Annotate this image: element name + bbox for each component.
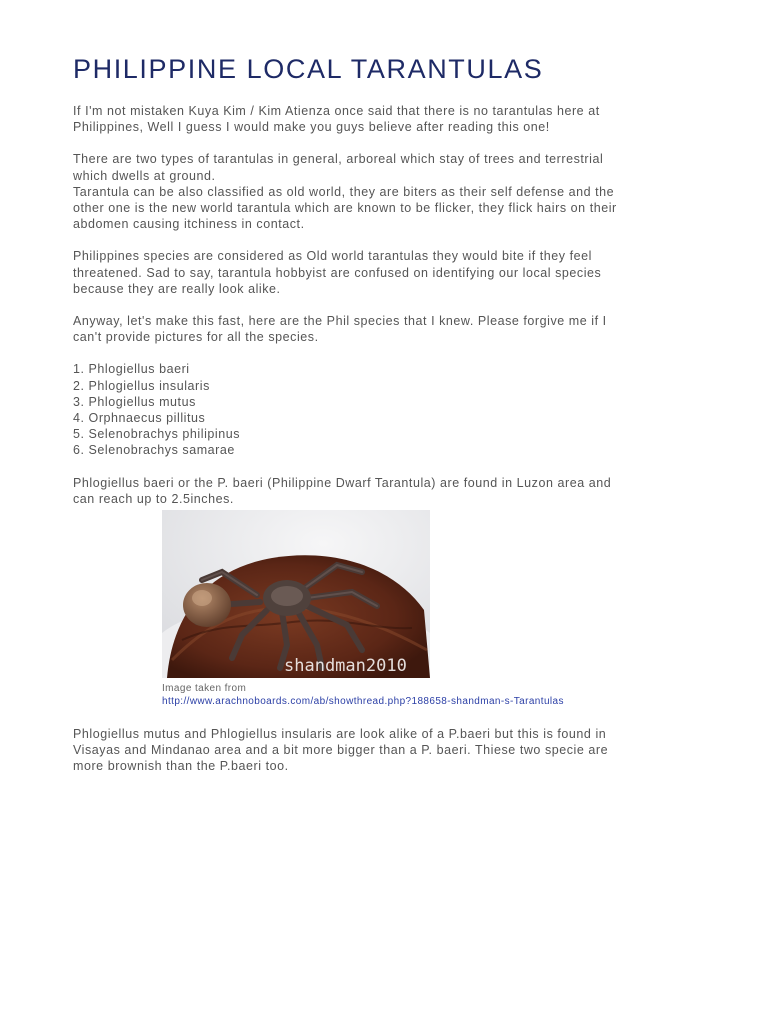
old-world-line: threatened. Sad to say, tarantula hobbyist are confused on identifying our local species — [73, 265, 602, 280]
mutus-section — [73, 726, 713, 791]
baeri-line: Phlogiellus baeri or the P. baeri (Philippine Dwarf Tarantula) are found in Luzon area and — [73, 475, 612, 490]
list-item: 4. Orphnaecus pillitus — [73, 411, 206, 426]
old-world-paragraph — [73, 248, 713, 297]
intro-line: Philippines, Well I guess I would make you guys believe after reading this one! — [73, 120, 550, 135]
source-link[interactable]: http://www.arachnoboards.com/ab/showthread.php?188658-shandman-s-Tarantulas — [162, 696, 564, 707]
mutus-line: Phlogiellus mutus and Phlogiellus insularis are look alike of a P.baeri but this is found in — [73, 727, 607, 741]
anyway-line: Anyway, let's make this fast, here are the Phil species that I knew. Please forgive me if I — [73, 314, 607, 329]
caption-text: Image taken from — [162, 683, 247, 694]
page-title: PHILIPPINE LOCAL TARANTULAS — [73, 54, 544, 84]
types-paragraph — [73, 151, 713, 232]
types-line: There are two types of tarantulas in general, arboreal which stay of trees and terrestrial — [73, 152, 604, 167]
types-line: abdomen causing itchiness in contact. — [73, 217, 305, 232]
list-item: 6. Selenobrachys samarae — [73, 443, 235, 458]
intro-line: If I'm not mistaken Kuya Kim / Kim Atienza once said that there is no tarantulas here at — [73, 104, 600, 118]
photo-caption — [162, 682, 564, 708]
baeri-paragraph — [73, 475, 713, 507]
tarantula-illustration — [162, 510, 430, 678]
intro-paragraph — [73, 103, 713, 135]
tarantula-photo — [162, 510, 430, 678]
types-line: other one is the new world tarantula which are known to be flicker, they flick hairs on their — [73, 201, 617, 216]
types-line: which dwells at ground. — [73, 168, 216, 183]
list-item: 1. Phlogiellus baeri — [73, 362, 190, 377]
old-world-line: Philippines species are considered as Old world tarantulas they would bite if they feel — [73, 249, 592, 264]
photo-watermark: shandman2010 — [284, 656, 407, 676]
mutus-line: Visayas and Mindanao area and a bit more bigger than a P. baeri. Thiese two specie are — [73, 743, 609, 758]
list-item: 5. Selenobrachys philipinus — [73, 427, 241, 442]
mutus-paragraph — [73, 726, 713, 775]
document-page — [73, 52, 713, 774]
species-list — [73, 361, 713, 458]
types-line: Tarantula can be also classified as old world, they are biters as their self defense and the — [73, 184, 615, 199]
baeri-line: can reach up to 2.5inches. — [73, 491, 234, 506]
list-item: 3. Phlogiellus mutus — [73, 394, 196, 409]
anyway-paragraph — [73, 313, 713, 345]
list-item: 2. Phlogiellus insularis — [73, 378, 210, 393]
old-world-line: because they are really look alike. — [73, 281, 281, 296]
mutus-line: more brownish than the P.baeri too. — [73, 759, 289, 774]
anyway-line: can't provide pictures for all the species. — [73, 330, 319, 345]
